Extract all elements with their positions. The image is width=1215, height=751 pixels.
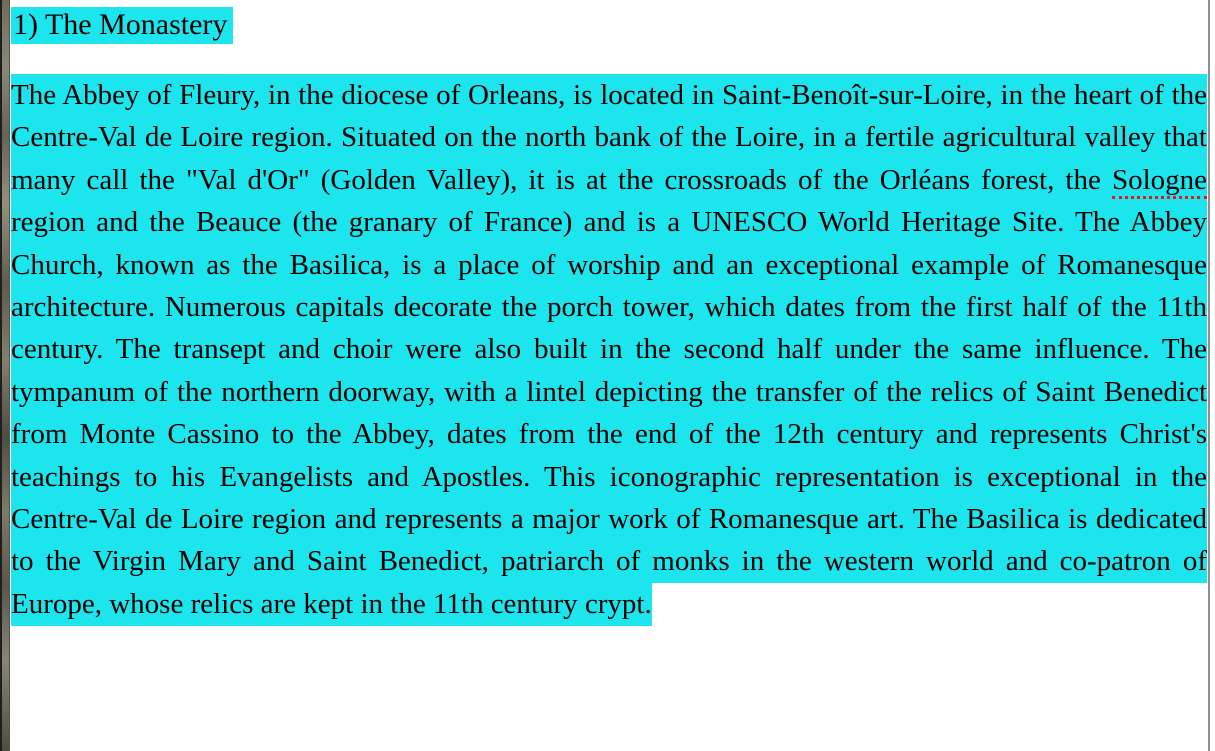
document-text-area[interactable] — [11, 0, 1207, 625]
heading-line — [11, 6, 1207, 43]
body-text-highlighted[interactable]: The Abbey of Fleury, in the diocese of Orleans, is located in Saint-Benoît-sur-Loire, in the heart of the Centre-Val de Loire region. Situated on the north bank of the Loire, in a fertile agricultural valley that many call the "Val d'Or" (Golden Valley), it is at the crossroads of the Orléans forest, the Sologne region and the Beauce (the granary of France) and is a UNESCO World Heritage Site. The Abbey Church, known as the Basilica, is a place of worship and an exceptional example of Romanesque architecture. Numerous capitals decorate the porch tower, which dates from the first half of the 11th century. The transept and choir were also built in the second half under the same influence. The tympanum of the northern doorway, with a lintel depicting the transfer of the relics of Saint Benedict from Monte Cassino to the Abbey, dates from the end of the 12th century and represents Christ's teachings to his Evangelists and Apostles. This iconographic representation is exceptional in the Centre-Val de Loire region and represents a major work of Romanesque art. The Basilica is dedicated to the Virgin Mary and Saint Benedict, patriarch of monks in the western world and co-patron of Europe, whose relics are kept in the 11th century crypt. — [11, 74, 1207, 626]
body-paragraph — [11, 74, 1207, 625]
page-margin-line — [1208, 0, 1210, 751]
spellcheck-underlined-word[interactable]: Sologne — [1112, 164, 1207, 199]
heading-text-highlighted[interactable]: 1) The Monastery — [11, 7, 233, 44]
window-edge-strip — [0, 0, 10, 751]
